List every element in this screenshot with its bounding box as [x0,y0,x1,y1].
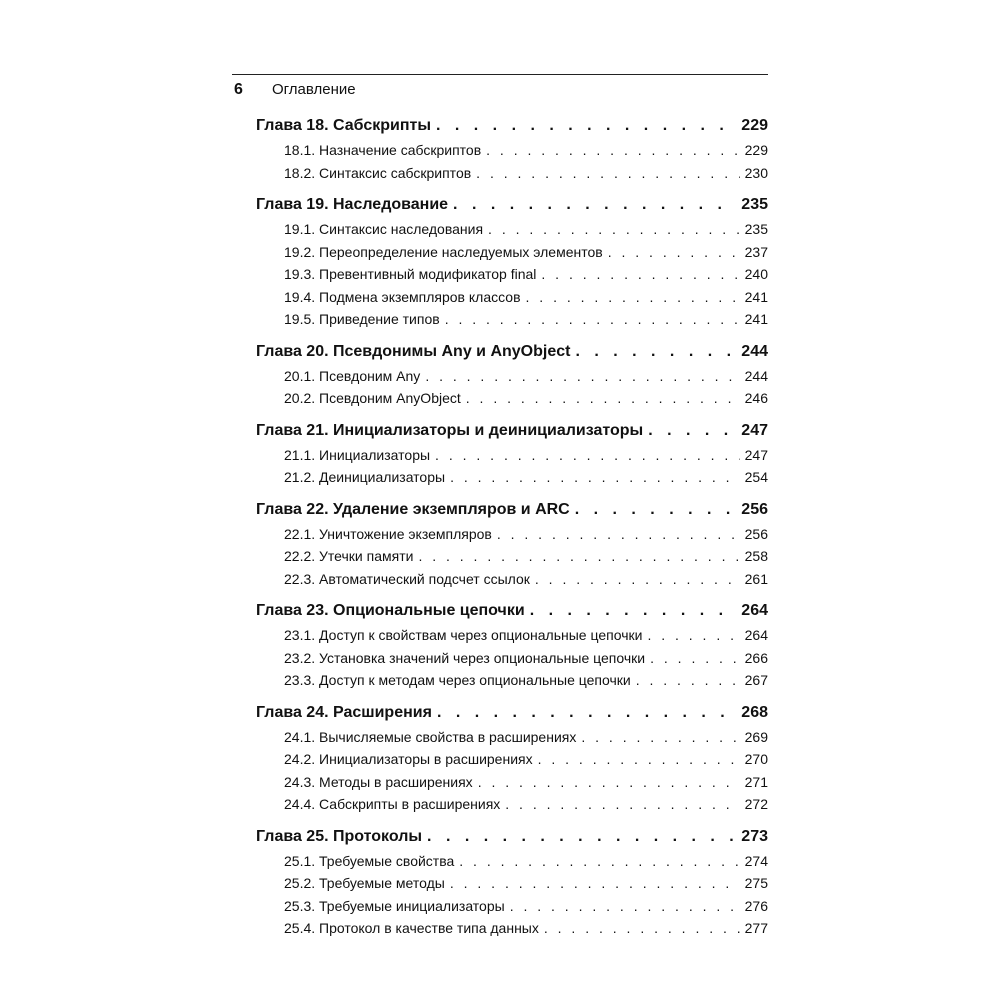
section-title: 19.4. Подмена экземпляров классов [284,288,521,305]
section-entry [256,920,768,943]
section-entry [256,165,768,188]
chapter-title: Глава 25. Протоколы [256,827,423,845]
section-entry [256,650,768,673]
section-page-number: 276 [744,897,768,914]
section-page-number: 261 [744,570,768,587]
chapter-entry [256,343,768,368]
chapter-page-number: 247 [741,421,768,439]
section-entry [256,875,768,898]
section-title: 25.3. Требуемые инициализаторы [284,897,505,914]
chapter-page-number: 235 [741,196,768,213]
section-entry [256,266,768,289]
dot-leader [535,571,740,587]
dot-leader [453,196,736,214]
section-page-number: 241 [744,311,768,327]
chapter-page-number: 256 [741,500,768,518]
section-page-number: 269 [744,728,768,745]
dot-leader [450,875,740,891]
section-entry [256,289,768,312]
section-entry [256,390,768,413]
section-title: 23.3. Доступ к методам через опциональные цепочки [284,672,631,688]
section-entry [256,571,768,594]
section-entry [256,548,768,571]
dot-leader [538,751,740,767]
section-entry [256,311,768,334]
section-page-number: 240 [744,266,768,282]
section-title: 22.2. Утечки памяти [284,548,414,564]
dot-leader [427,828,736,846]
page-header [232,74,768,101]
chapter-block [256,828,768,943]
chapter-title: Глава 22. Удаление экземпляров и ARC [256,500,570,518]
dot-leader [450,469,740,485]
chapter-title: Глава 24. Расширения [256,703,432,721]
section-page-number: 244 [744,367,768,384]
section-page-number: 229 [744,142,768,158]
dot-leader [541,266,739,282]
chapter-title: Глава 23. Опциональные цепочки [256,602,525,619]
chapter-entry [256,501,768,526]
chapter-title: Глава 21. Инициализаторы и деинициализаторы [256,421,644,439]
chapter-entry [256,828,768,853]
section-page-number: 258 [744,548,768,564]
section-title: 19.3. Превентивный модификатор final [284,266,537,282]
chapter-block [256,422,768,492]
section-title: 18.1. Назначение сабскриптов [284,142,482,158]
table-of-contents [256,117,768,952]
dot-leader [530,602,737,620]
section-page-number: 241 [744,288,768,305]
dot-leader [650,650,740,666]
section-title: 23.1. Доступ к свойствам через опциональные цепочки [284,627,643,643]
section-entry [256,627,768,650]
section-title: 24.1. Вычисляемые свойства в расширениях [284,728,577,745]
chapter-block [256,117,768,187]
section-page-number: 267 [744,672,768,688]
section-entry [256,142,768,165]
dot-leader [466,390,740,406]
section-title: 19.5. Приведение типов [284,311,440,327]
section-page-number: 272 [744,796,768,812]
section-page-number: 246 [744,390,768,406]
section-page-number: 275 [744,875,768,891]
dot-leader [459,853,739,869]
section-entry [256,244,768,267]
chapter-page-number: 264 [741,602,768,619]
dot-leader [437,704,736,722]
section-page-number: 277 [744,920,768,936]
dot-leader [435,447,740,463]
section-entry [256,898,768,921]
section-entry [256,221,768,244]
section-title: 25.2. Требуемые методы [284,875,445,891]
section-title: 24.2. Инициализаторы в расширениях [284,751,533,767]
section-page-number: 274 [744,852,768,869]
chapter-entry [256,422,768,447]
section-entry [256,368,768,391]
dot-leader [486,142,739,158]
chapter-entry [256,196,768,221]
chapter-page-number: 268 [741,703,768,721]
section-title: 19.1. Синтаксис наследования [284,221,484,237]
section-entry [256,526,768,549]
dot-leader [478,774,740,790]
chapter-title: Глава 18. Сабскрипты [256,117,431,134]
dot-leader [476,165,739,181]
section-title: 25.1. Требуемые свойства [284,852,455,869]
section-page-number: 271 [744,773,768,790]
dot-leader [648,422,736,440]
dot-leader [647,627,739,643]
dot-leader [608,244,740,260]
section-title: 24.3. Методы в расширениях [284,773,473,790]
chapter-page-number: 244 [741,342,768,360]
dot-leader [544,920,740,936]
running-title: Оглавление [272,81,356,98]
dot-leader [575,343,736,361]
section-entry [256,469,768,492]
dot-leader [425,368,739,384]
dot-leader [505,796,739,812]
dot-leader [526,289,740,305]
section-title: 20.2. Псевдоним AnyObject [284,390,461,406]
dot-leader [575,501,737,519]
section-page-number: 230 [744,164,768,181]
section-entry [256,751,768,774]
section-entry [256,447,768,470]
dot-leader [445,311,740,327]
dot-leader [581,729,739,745]
section-title: 21.1. Инициализаторы [284,446,431,463]
section-title: 20.1. Псевдоним Any [284,367,421,384]
chapter-block [256,196,768,334]
dot-leader [497,526,740,542]
section-title: 23.2. Установка значений через опциональные цепочки [284,649,646,666]
chapter-page-number: 273 [741,827,768,845]
chapter-entry [256,602,768,627]
chapter-block [256,704,768,819]
chapter-page-number: 229 [741,117,768,134]
section-entry [256,796,768,819]
chapter-entry [256,704,768,729]
chapter-block [256,602,768,695]
section-entry [256,774,768,797]
dot-leader [510,898,740,914]
chapter-title: Глава 20. Псевдонимы Any и AnyObject [256,342,571,360]
dot-leader [488,221,740,237]
section-entry [256,853,768,876]
section-title: 22.3. Автоматический подсчет ссылок [284,570,530,587]
section-title: 21.2. Деинициализаторы [284,469,446,485]
chapter-block [256,343,768,413]
chapter-block [256,501,768,594]
section-title: 19.2. Переопределение наследуемых элементов [284,243,603,260]
section-page-number: 237 [744,243,768,260]
chapter-entry [256,117,768,142]
section-title: 25.4. Протокол в качестве типа данных [284,920,539,936]
dot-leader [418,548,739,564]
section-page-number: 247 [744,446,768,463]
section-page-number: 270 [744,751,768,767]
chapter-title: Глава 19. Наследование [256,196,449,213]
page-number: 6 [234,81,243,98]
section-page-number: 264 [744,627,768,643]
dot-leader [636,672,740,688]
section-title: 18.2. Синтаксис сабскриптов [284,164,472,181]
section-page-number: 235 [744,221,768,237]
section-page-number: 266 [744,649,768,666]
section-title: 22.1. Уничтожение экземпляров [284,525,492,542]
dot-leader [436,117,736,135]
section-title: 24.4. Сабскрипты в расширениях [284,796,501,812]
section-page-number: 254 [744,469,768,485]
section-entry [256,729,768,752]
section-page-number: 256 [744,525,768,542]
section-entry [256,672,768,695]
